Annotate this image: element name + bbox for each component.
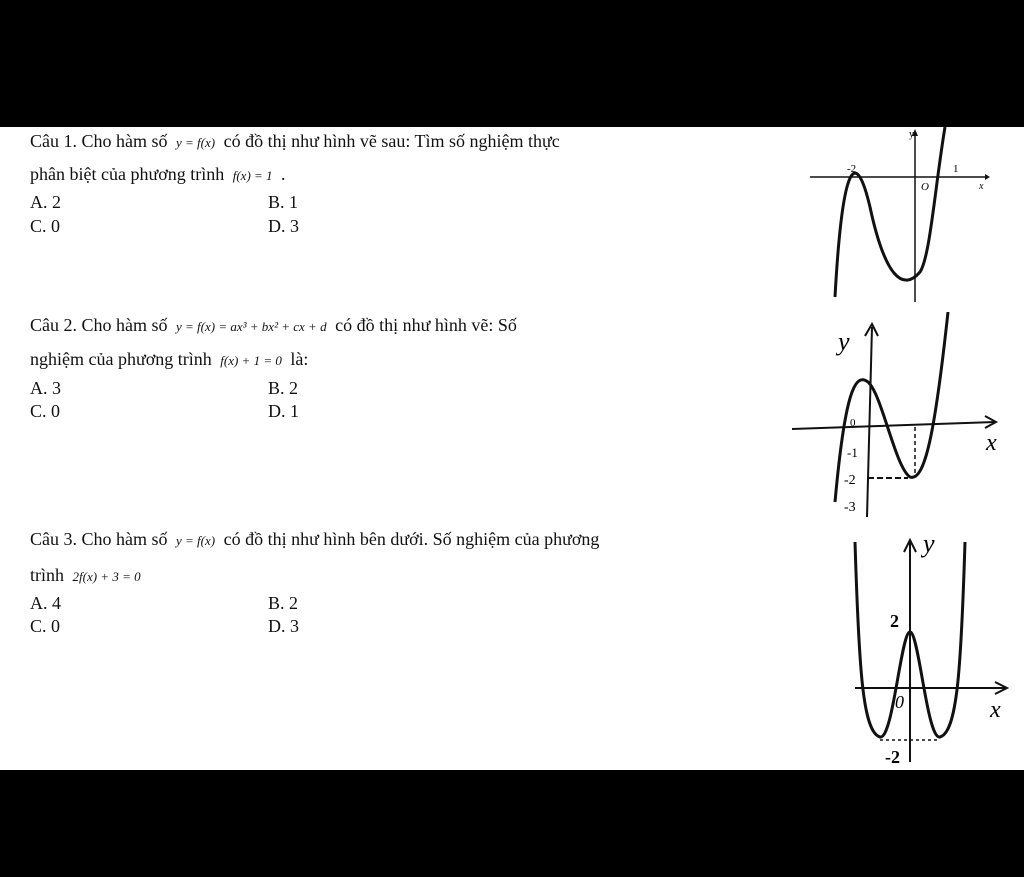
question-2-option-c[interactable]: C. 0 — [30, 401, 61, 421]
question-1-line-1 — [30, 130, 560, 154]
question-1-option-b[interactable]: B. 1 — [268, 192, 299, 212]
graph-3-label-neg2: -2 — [885, 747, 900, 767]
question-2-line-2 — [30, 348, 308, 372]
graph-2-label-x: x — [986, 430, 997, 456]
question-3-line-1 — [30, 528, 599, 552]
question-3-option-b[interactable]: B. 2 — [268, 593, 299, 613]
graph-2-label-neg2: -2 — [844, 473, 856, 488]
question-1-option-d[interactable]: D. 3 — [268, 216, 299, 236]
question-1-graph — [805, 127, 990, 307]
graph-2-label-y: y — [838, 327, 850, 356]
question-3-text-after: có đồ thị như hình bên dưới. Số nghiệm của phương — [223, 529, 600, 549]
graph-2-label-0: 0 — [850, 417, 856, 429]
question-3-option-a[interactable]: A. 4 — [30, 593, 61, 613]
question-3-graph — [835, 522, 1020, 767]
question-2-line2-after: là: — [290, 349, 309, 369]
question-2-option-d[interactable]: D. 1 — [268, 401, 299, 421]
graph-1-label-o: O — [921, 181, 929, 193]
question-2-label: Câu 2. — [30, 315, 77, 335]
question-3-option-d[interactable]: D. 3 — [268, 616, 299, 636]
question-2-formula: y = f(x) = ax³ + bx² + cx + d — [176, 319, 327, 334]
question-1-option-c[interactable]: C. 0 — [30, 216, 61, 236]
question-3-option-c[interactable]: C. 0 — [30, 616, 61, 636]
question-3-text: Cho hàm số — [81, 529, 168, 549]
graph-3-label-x: x — [990, 697, 1001, 723]
question-1-equation: f(x) = 1 — [232, 168, 273, 183]
question-1-text: Cho hàm số — [81, 131, 168, 151]
graph-3-label-y: y — [923, 529, 935, 558]
question-1-label: Câu 1. — [30, 131, 77, 151]
question-2-option-b[interactable]: B. 2 — [268, 378, 299, 398]
question-3-line-2 — [30, 564, 145, 588]
question-1-line2-after: . — [281, 164, 286, 184]
graph-3-label-0: 0 — [895, 692, 904, 712]
question-1-line2-text: phân biệt của phương trình — [30, 164, 225, 184]
graph-2-label-neg1: -1 — [847, 445, 858, 460]
graph-1-label-1: 1 — [953, 163, 959, 175]
graph-1-label-neg2: -2 — [847, 163, 857, 175]
question-1-formula: y = f(x) — [176, 135, 216, 150]
worksheet — [0, 127, 1024, 770]
question-2-equation: f(x) + 1 = 0 — [220, 353, 282, 368]
question-2-line2-text: nghiệm của phương trình — [30, 349, 212, 369]
graph-2-x-axis — [792, 422, 995, 429]
graph-1-label-x: x — [979, 181, 984, 192]
graph-2-label-neg3: -3 — [844, 500, 856, 515]
question-2-text-after: có đồ thị như hình vẽ: Số — [335, 315, 517, 335]
question-2-text: Cho hàm số — [81, 315, 168, 335]
question-2-option-a[interactable]: A. 3 — [30, 378, 61, 398]
question-3-formula: y = f(x) — [176, 533, 216, 548]
question-1-text-after: có đồ thị như hình vẽ sau: Tìm số nghiệm thực — [223, 131, 560, 151]
question-3-line2-text: trình — [30, 565, 64, 585]
question-2-line-1 — [30, 314, 517, 338]
graph-2-y-axis — [867, 327, 872, 517]
question-2-graph — [790, 312, 1005, 522]
graph-1-curve — [835, 127, 945, 297]
question-3-equation: 2f(x) + 3 = 0 — [72, 569, 141, 584]
graph-1-label-y: y — [909, 129, 914, 140]
question-3-label: Câu 3. — [30, 529, 77, 549]
graph-3-label-2: 2 — [890, 611, 899, 631]
question-1-option-a[interactable]: A. 2 — [30, 192, 61, 212]
question-1-line-2 — [30, 163, 286, 187]
